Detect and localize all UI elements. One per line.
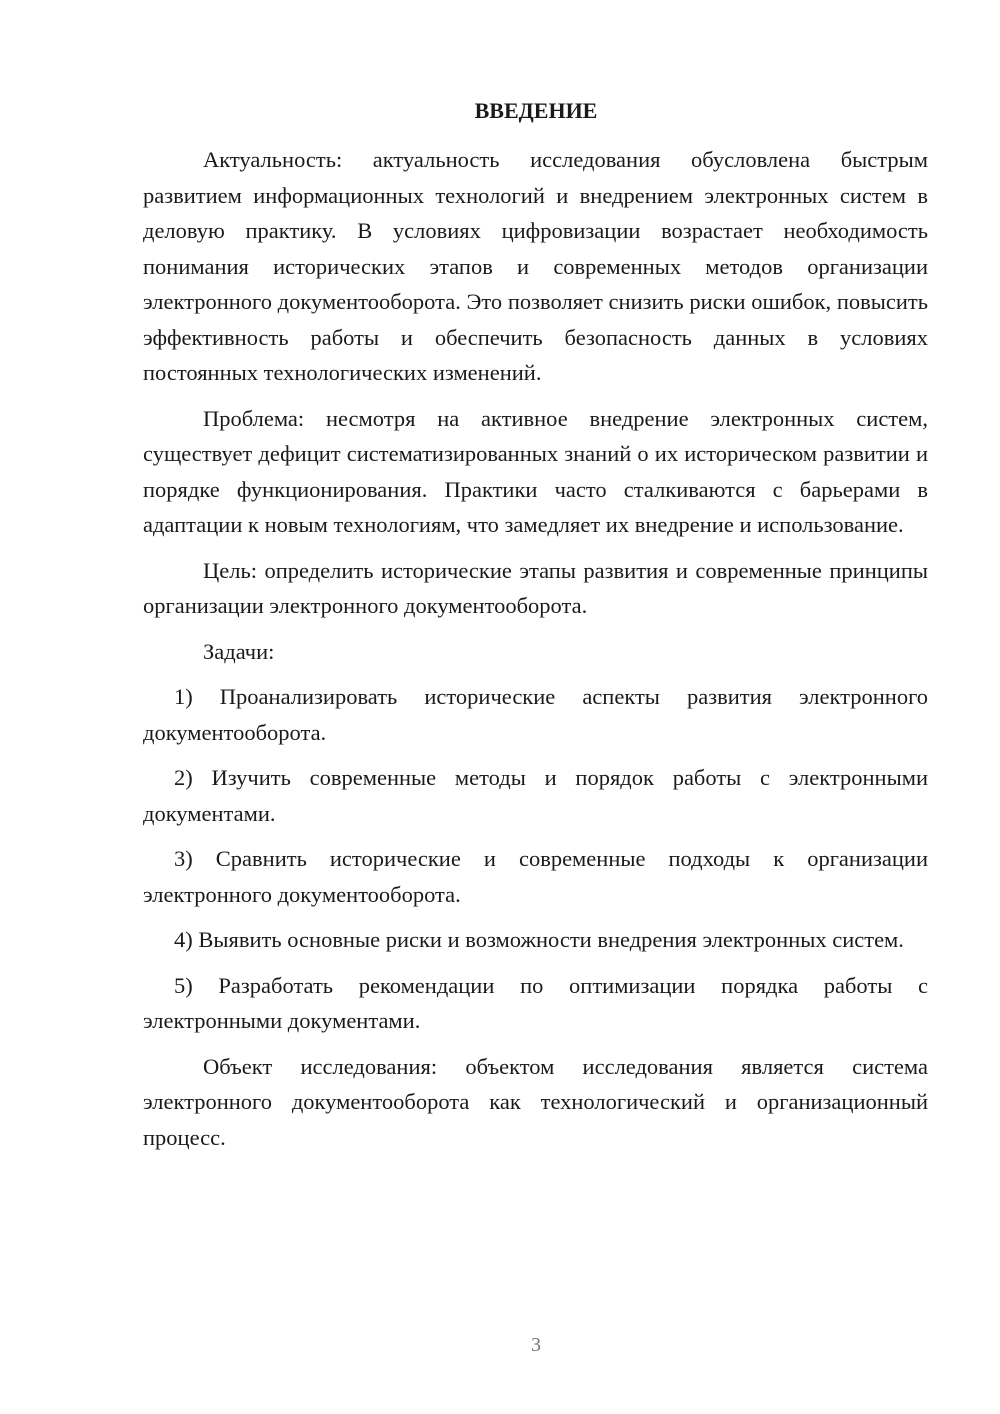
task-item-2: 2) Изучить современные методы и порядок работы с электронными документами.: [143, 765, 928, 826]
tasks-heading: Задачи:: [203, 638, 275, 664]
task-item-3: 3) Сравнить исторические и современные подходы к организации электронного документооборота.: [143, 846, 928, 907]
paragraph-object: Объект исследования: объектом исследования является система электронного документооборота как технологический и организационный процесс.: [143, 1053, 928, 1150]
paragraph-problem: Проблема: несмотря на активное внедрение электронных систем, существует дефицит систематизированных знаний о их историческом развитии и порядке функционирования. Практики часто сталкиваются с барьерами в адаптации к новым технологиям, что замедляет их внедрение и использование.: [143, 405, 928, 537]
task-item-5: 5) Разработать рекомендации по оптимизации порядка работы с электронными документами.: [143, 972, 928, 1033]
document-body: [143, 142, 928, 1165]
page-title: ВВЕДЕНИЕ: [474, 98, 598, 123]
page-number: 3: [531, 1334, 541, 1356]
task-item-1: 1) Проанализировать исторические аспекты развития электронного документооборота.: [143, 684, 928, 745]
paragraph-actuality: Актуальность: актуальность исследования обусловлена быстрым развитием информационных технологий и внедрением электронных систем в деловую практику. В условиях цифровизации возрастает необходимость понимания исторических этапов и современных методов организации электронного документооборота. Это позволяет снизить риски ошибок, повысить эффективность работы и обеспечить безопасность данных в условиях постоянных технологических изменений.: [143, 147, 928, 385]
paragraph-goal: Цель: определить исторические этапы развития и современные принципы организации электронного документооборота.: [143, 557, 928, 618]
task-item-4: 4) Выявить основные риски и возможности внедрения электронных систем.: [174, 927, 904, 952]
